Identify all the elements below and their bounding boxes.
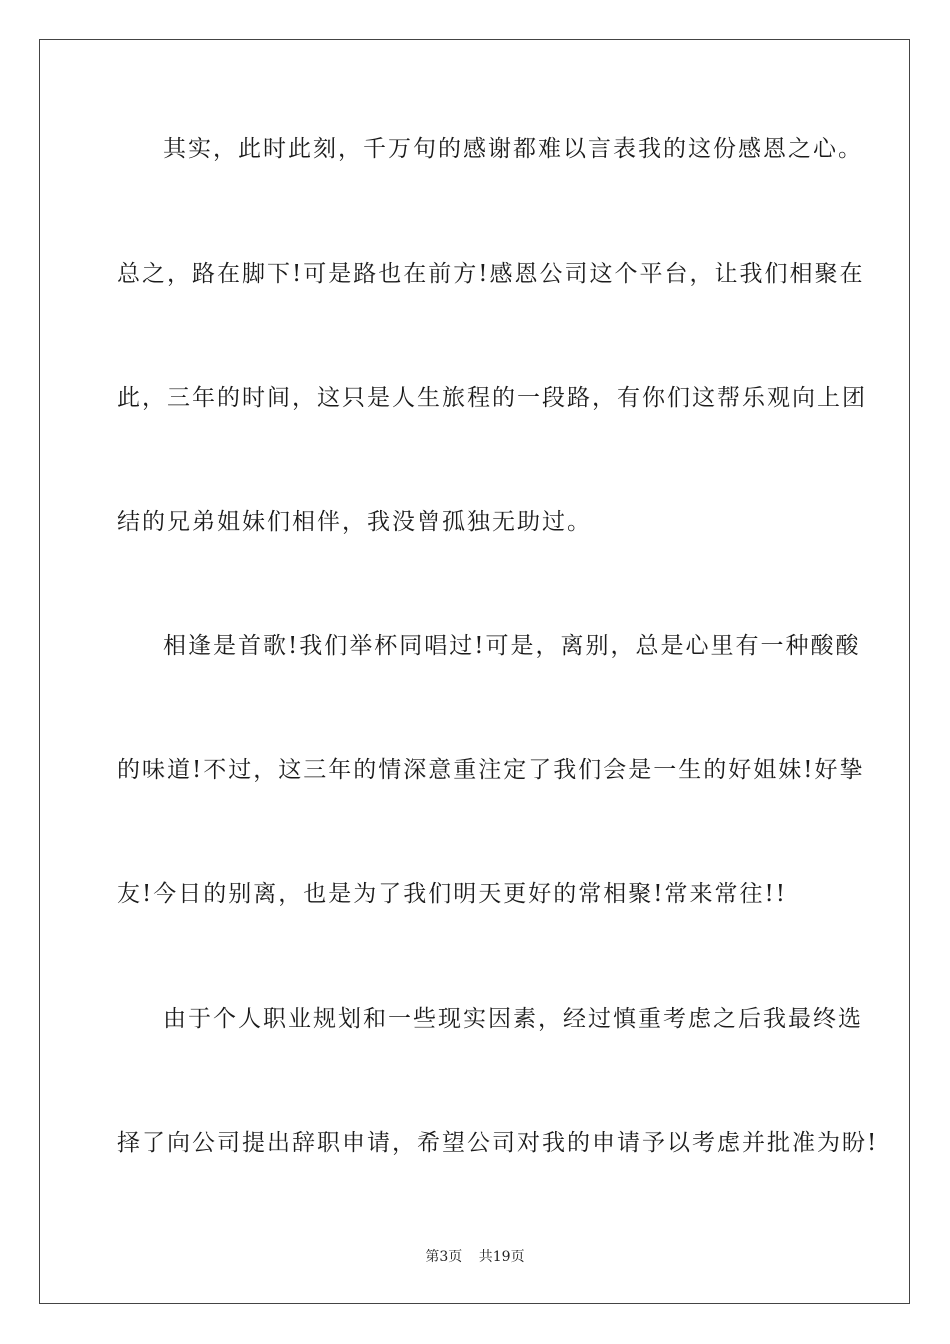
paragraph-4-line-2: 择了向公司提出辞职申请，希望公司对我的申请予以考虑并批准为盼! — [117, 1130, 879, 1156]
paragraph-1-line-1: 其实，此时此刻，千万句的感谢都难以言表我的这份感恩之心。 — [163, 136, 863, 162]
paragraph-3-line-2: 的味道!不过，这三年的情深意重注定了我们会是一生的好姐妹!好挚 — [117, 757, 865, 783]
paragraph-3-line-3: 友!今日的别离，也是为了我们明天更好的常相聚!常来常往!! — [117, 881, 787, 907]
page-footer — [0, 1246, 950, 1266]
paragraph-2-line-3: 结的兄弟姐妹们相伴，我没曾孤独无助过。 — [117, 509, 592, 535]
paragraph-2-line-2: 此，三年的时间，这只是人生旅程的一段路，有你们这帮乐观向上团 — [117, 385, 867, 411]
page-number: 第3页 — [425, 1249, 463, 1265]
page-total: 共19页 — [478, 1249, 525, 1265]
paragraph-4-line-1: 由于个人职业规划和一些现实因素，经过慎重考虑之后我最终选 — [163, 1006, 863, 1032]
paragraph-3-line-1: 相逢是首歌!我们举杯同唱过!可是，离别，总是心里有一种酸酸 — [163, 633, 861, 659]
page-border — [39, 39, 910, 1304]
paragraph-2-line-1: 总之，路在脚下!可是路也在前方!感恩公司这个平台，让我们相聚在 — [117, 261, 865, 287]
